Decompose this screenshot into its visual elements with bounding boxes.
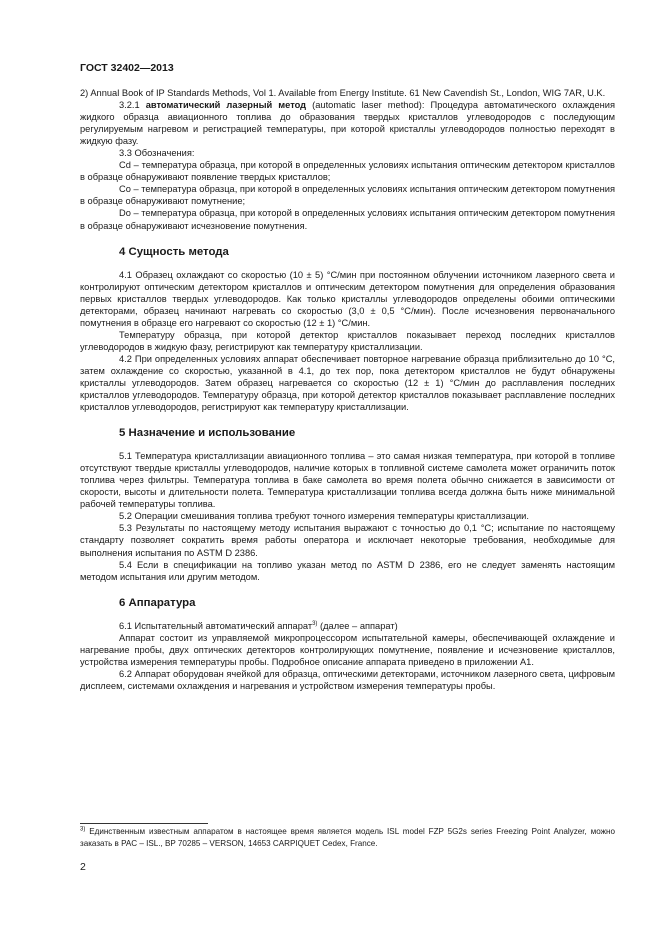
clause-3-3: 3.3 Обозначения: (119, 148, 195, 159)
clause-3-2-1 (80, 99, 615, 147)
reference-2: 2) Annual Book of IP Standards Methods, Vol 1. Available from Energy Institute. 61 New Cavendish St., London, WIG 7AR, U.K. (80, 88, 606, 98)
clause-5-2: 5.2 Операции смешивания топлива требуют точного измерения температуры кристаллизации. (119, 511, 529, 522)
clause-4-1: 4.1 Образец охлаждают со скоростью (10 ± 5) °С/мин при постоянном облучении источником лазерного света и контролируют оптическим детектором кристаллов и оптическим детектором помутнения для определения образования первых кристаллов твердых углеводородов. Как только кристаллы углеводородов определены обоими оптическими детекторами, образец начинают нагревать со скоростью (3,0 ± 0,5 °С/мин). После исчезновения первоначального помутнения в образце его нагревают со скоростью (12 ± 1) °С/мин. (80, 269, 615, 328)
footnote-ref-3: 3) (312, 620, 318, 627)
document-header: ГОСТ 32402—2013 (80, 62, 174, 74)
footnote-text: Единственным известным аппаратом в настоящее время является модель ISL model FZP 5G2s series Freezing Point Analyzer, можно заказать в PAC – ISL., BP 70285 – VERSON, 14653 CARPIQUET Cedex, France. (80, 827, 615, 848)
section-4-heading: 4 Сущность метода (119, 245, 229, 258)
symbol-cd: Cd – температура образца, при которой в определенных условиях испытания оптическим детектором кристаллов в образце обнаруживают появление твердых кристаллов; (80, 160, 615, 183)
clause-3-2-1-number: 3.2.1 (119, 100, 140, 111)
clause-4-1-continued: Температуру образца, при которой детектор кристаллов показывает переход последних кристаллов углеводородов в жидкую фазу, регистрируют как температуру кристаллизации. (80, 329, 615, 352)
clause-6-1 (80, 620, 615, 632)
footnote-divider (80, 823, 208, 824)
clause-5-3: 5.3 Результаты по настоящему методу испытания выражают с точностью до 0,1 °С; испытание по настоящему стандарту позволяет сократить время работы оператора и исключает некоторые требования, необходимые для выполнения испытания по ASTM D 2386. (80, 523, 615, 558)
footnote-marker: 3) (80, 826, 86, 833)
section-6-heading: 6 Аппаратура (119, 596, 196, 609)
clause-6-1-text: Аппарат состоит из управляемой микропроцессором испытательной камеры, обеспечивающей охлаждение и нагревание пробы, двух оптических детекторов контролирующих помутнение, появление и исчезновение кристаллов, устройства измерения температуры пробы. Подробное описание аппарата приведено в приложении А1. (80, 632, 615, 667)
page-number: 2 (80, 861, 86, 873)
clause-6-1-title-rest: (далее – аппарат) (317, 620, 398, 631)
clause-5-4: 5.4 Если в спецификации на топливо указан метод по ASTM D 2386, его не следует заменять настоящим методом испытания или другим методом. (80, 559, 615, 582)
page-content (80, 87, 615, 692)
clause-6-1-title: 6.1 Испытательный автоматический аппарат (119, 620, 313, 631)
clause-5-1: 5.1 Температура кристаллизации авиационного топлива – это самая низкая температура, при которой в топливе отсутствуют твердые кристаллы углеводородов, наличие которых в топливной системе самолета может ограничить поток топлива через фильтры. Температура топлива в баке самолета во время полета обычно снижается в зависимости от скорости, высоты и длительности полета. Температура кристаллизации топлива всегда должна быть ниже минимальной рабочей температуры топлива. (80, 451, 615, 510)
symbol-co: Co – температура образца, при которой в определенных условиях испытания оптическим детектором помутнения в образце обнаруживают помутнение; (80, 184, 615, 207)
clause-3-2-1-term: автоматический лазерный метод (145, 100, 307, 111)
symbol-do: Do – температура образца, при которой в определенных условиях испытания оптическим детектором помутнения в образце обнаруживают исчезновение помутнения. (80, 208, 615, 231)
footnote-3 (80, 826, 615, 850)
clause-4-2: 4.2 При определенных условиях аппарат обеспечивает повторное нагревание образца приблизительно до 10 °С, затем охлаждение со скоростью, указанной в 4.1, до тех пор, пока детектором кристаллов не будут обнаружены кристаллы углеводородов. Затем образец нагревается со скоростью (12 ± 1) °С/мин до расплавления последних кристаллов углеводородов. Температуру образца, при которой детектор кристаллов показывает расплавление последних кристаллов углеводородов, регистрируют как температуру кристаллизации. (80, 353, 615, 413)
clause-6-2: 6.2 Аппарат оборудован ячейкой для образца, оптическими детекторами, источником лазерного света, цифровым дисплеем, системами охлаждения и нагревания и устройством измерения температуры пробы. (80, 668, 615, 691)
section-5-heading: 5 Назначение и использование (119, 427, 296, 440)
clause-3-2-1-text: (automatic laser method): Процедура автоматического охлаждения жидкого образца авиационного топлива до образования твердых кристаллов углеводородов с последующим регулируемым нагревом и регистрацией температуры, при которой кристаллы углеводородов полностью переходят в жидкую фазу. (80, 100, 615, 147)
